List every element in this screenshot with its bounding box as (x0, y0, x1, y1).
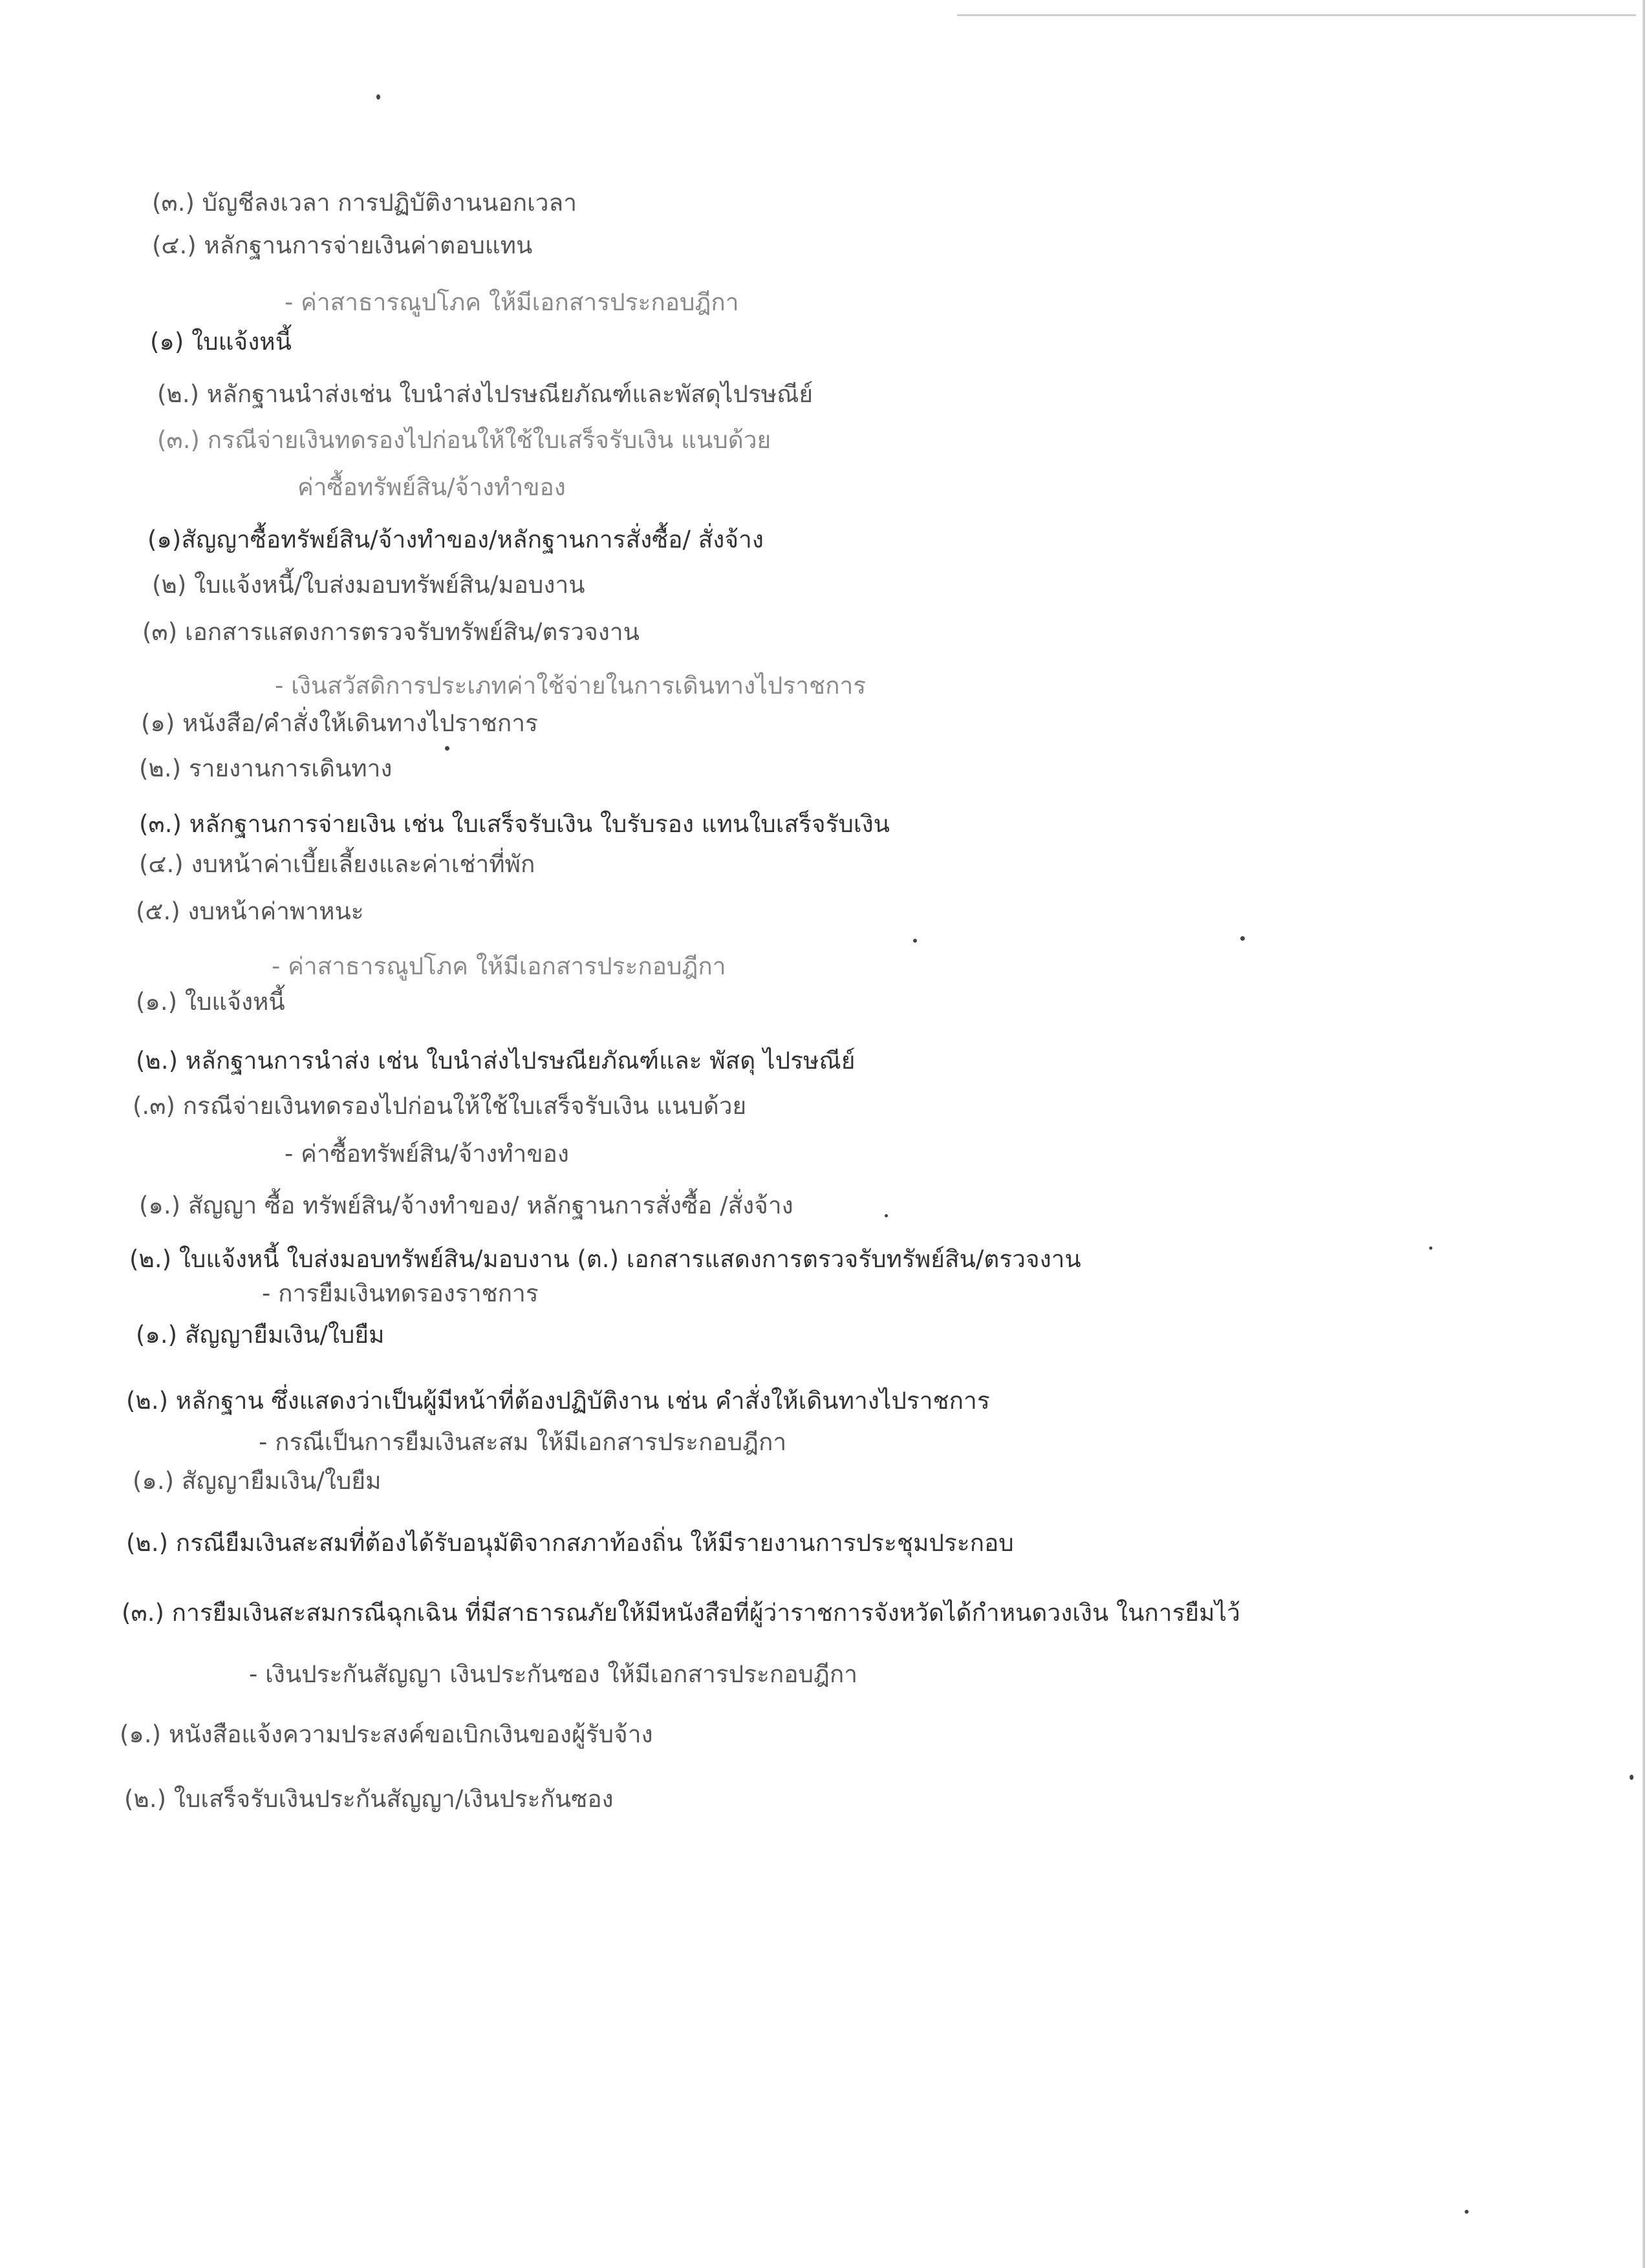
document-line: - ค่าสาธารณูปโภค ให้มีเอกสารประกอบฎีกา (272, 952, 726, 980)
scan-speck (885, 1214, 888, 1217)
document-line: (๒.) หลักฐาน ซึ่งแสดงว่าเป็นผู้มีหน้าที่ต้องปฏิบัติงาน เช่น คำสั่งให้เดินทางไปราชการ (126, 1387, 990, 1415)
document-line: (๕.) งบหน้าค่าพาหนะ (136, 897, 364, 925)
document-line: (๑.) สัญญายืมเงิน/ใบยืม (136, 1321, 385, 1349)
document-line: (๔.) หลักฐานการจ่ายเงินค่าตอบแทน (152, 231, 533, 259)
document-line: (๑.) หนังสือแจ้งความประสงค์ขอเบิกเงินของผู้รับจ้าง (120, 1720, 653, 1748)
scan-speck (1465, 2210, 1469, 2214)
scan-speck (1240, 936, 1245, 941)
scan-speck (445, 746, 449, 751)
document-line: (๒) ใบแจ้งหนี้/ใบส่งมอบทรัพย์สิน/มอบงาน (152, 571, 585, 599)
document-line: - กรณีเป็นการยืมเงินสะสม ให้มีเอกสารประกอบฎีกา (259, 1428, 787, 1456)
scan-speck (1630, 1775, 1633, 1780)
document-line: (๓.) การยืมเงินสะสมกรณีฉุกเฉิน ที่มีสาธารณภัยให้มีหนังสือที่ผู้ว่าราชการจังหวัดได้กำหนดวงเงิน ในการยืมไว้ (122, 1599, 1240, 1627)
scan-speck (1429, 1246, 1432, 1250)
document-line: (๑) ใบแจ้งหนี้ (150, 328, 292, 356)
document-line: (๓.) บัญชีลงเวลา การปฏิบัติงานนอกเวลา (152, 189, 577, 217)
document-line: - เงินประกันสัญญา เงินประกันซอง ให้มีเอกสารประกอบฎีกา (249, 1660, 858, 1688)
document-line: - เงินสวัสดิการประเภทค่าใช้จ่ายในการเดินทางไปราชการ (275, 672, 867, 700)
document-line: (๓.) หลักฐานการจ่ายเงิน เช่น ใบเสร็จรับเงิน ใบรับรอง แทนใบเสร็จรับเงิน (139, 810, 890, 838)
document-line: (๒.) กรณียืมเงินสะสมที่ต้องได้รับอนุมัติจากสภาท้องถิ่น ให้มีรายงานการประชุมประกอบ (126, 1529, 1014, 1557)
document-line: (๔.) งบหน้าค่าเบี้ยเลี้ยงและค่าเช่าที่พัก (139, 850, 535, 878)
document-line: (๑) หนังสือ/คำสั่งให้เดินทางไปราชการ (141, 709, 538, 737)
document-line: (๑.) สัญญา ซื้อ ทรัพย์สิน/จ้างทำของ/ หลักฐานการสั่งซื้อ /สั่งจ้าง (139, 1192, 793, 1219)
document-line: (๑)สัญญาซื้อทรัพย์สิน/จ้างทำของ/หลักฐานการสั่งซื้อ/ สั่งจ้าง (147, 526, 764, 553)
document-line: - การยืมเงินทดรองราชการ (262, 1279, 539, 1307)
document-line: - ค่าสาธารณูปโภค ให้มีเอกสารประกอบฎีกา (285, 288, 739, 316)
document-line: (๑.) สัญญายืมเงิน/ใบยืม (133, 1467, 382, 1495)
document-line: (๒.) หลักฐานการนำส่ง เช่น ใบนำส่งไปรษณียภัณฑ์และ พัสดุ ไปรษณีย์ (136, 1047, 856, 1075)
scan-edge-right (1643, 0, 1645, 2268)
scan-edge-top (957, 14, 1636, 16)
document-line: (๒.) รายงานการเดินทาง (139, 754, 393, 782)
document-line: ค่าซื้อทรัพย์สิน/จ้างทำของ (297, 473, 566, 501)
document-line: - ค่าซื้อทรัพย์สิน/จ้างทำของ (285, 1140, 569, 1168)
document-line: (๓.) กรณีจ่ายเงินทดรองไปก่อนให้ใช้ใบเสร็จรับเงิน แนบด้วย (157, 426, 771, 454)
document-line: (.๓) กรณีจ่ายเงินทดรองไปก่อนให้ใช้ใบเสร็จรับเงิน แนบด้วย (133, 1092, 747, 1120)
document-line: (๓) เอกสารแสดงการตรวจรับทรัพย์สิน/ตรวจงาน (142, 618, 640, 646)
document-line: (๑.) ใบแจ้งหนี้ (136, 988, 285, 1016)
document-line: (๒.) หลักฐานนำส่งเช่น ใบนำส่งไปรษณียภัณฑ์และพัสดุไปรษณีย์ (157, 380, 814, 408)
scan-speck (913, 939, 917, 943)
document-line: (๒.) ใบเสร็จรับเงินประกันสัญญา/เงินประกันซอง (124, 1785, 614, 1813)
document-line: (๒.) ใบแจ้งหนี้ ใบส่งมอบทรัพย์สิน/มอบงาน (ต.) เอกสารแสดงการตรวจรับทรัพย์สิน/ตรวจงาน (129, 1245, 1081, 1273)
scan-speck (376, 94, 380, 100)
